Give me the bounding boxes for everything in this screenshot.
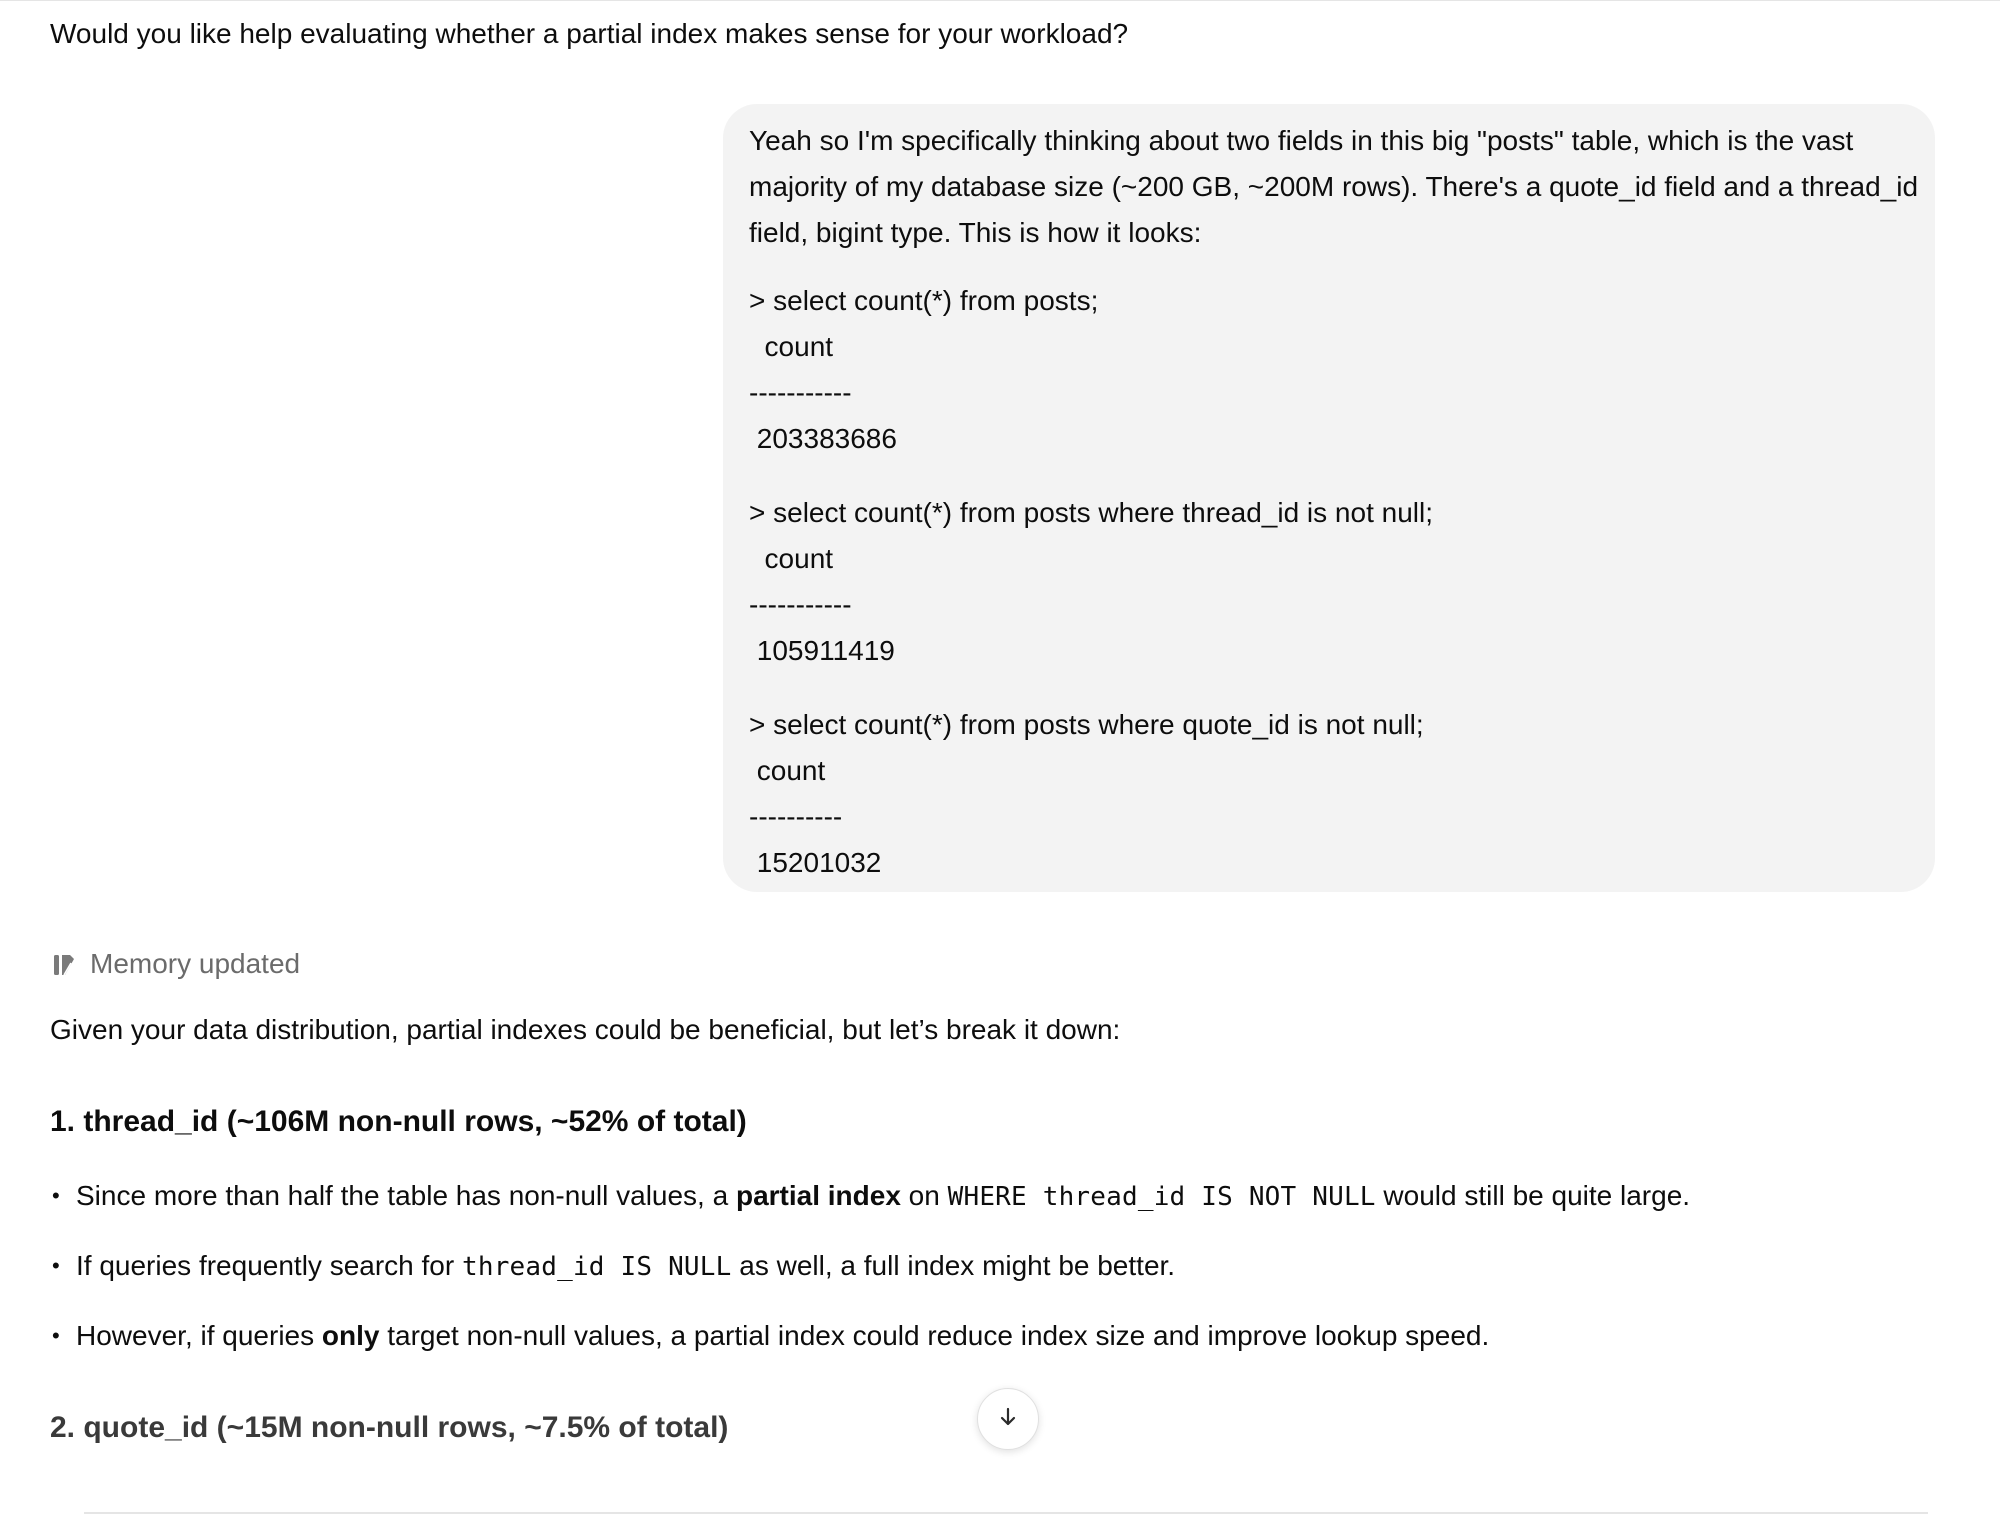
- query-output-block: [749, 278, 1909, 886]
- bullet-dot: •: [52, 1183, 60, 1208]
- memory-pencil-icon: [52, 950, 78, 978]
- arrow-down-icon: [996, 1405, 1020, 1434]
- section-heading-thread-id: 1. thread_id (~106M non-null rows, ~52% of total): [50, 1105, 747, 1138]
- text-run: If queries frequently search for: [76, 1250, 462, 1281]
- text-run: Since more than half the table has non-null values, a: [76, 1180, 736, 1211]
- user-message-bubble: [723, 104, 1935, 892]
- assistant-message-tail: Would you like help evaluating whether a partial index makes sense for your workload?: [50, 18, 1129, 49]
- bold-text: only: [321, 1320, 380, 1351]
- text-run: target non-null values, a partial index could reduce index size and improve lookup speed.: [379, 1320, 1490, 1351]
- inline-code: WHERE thread_id IS NOT NULL: [947, 1182, 1376, 1212]
- query-header: count: [749, 331, 834, 362]
- query-result: 105911419: [749, 635, 895, 666]
- memory-status-label: Memory updated: [90, 948, 301, 979]
- query-command: > select count(*) from posts;: [749, 285, 1099, 316]
- query-command: > select count(*) from posts where quote_id is not null;: [749, 709, 1424, 740]
- list-item: [50, 1246, 1930, 1286]
- thread-id-bullet-list: [50, 1176, 1930, 1386]
- query-divider: -----------: [749, 589, 852, 620]
- scroll-to-bottom-button[interactable]: [977, 1388, 1039, 1450]
- text-run: on: [900, 1180, 948, 1211]
- query-command: > select count(*) from posts where thread_id is not null;: [749, 497, 1434, 528]
- user-message-intro: Yeah so I'm specifically thinking about two fields in this big "posts" table, which is the vast majority of my database size (~200 GB, ~200M rows). There's a quote_id field and a thread_id field, bigint type. This is how it looks:: [749, 125, 1919, 248]
- query-header: count: [749, 755, 826, 786]
- memory-updated-indicator[interactable]: [52, 944, 300, 984]
- assistant-lead-text: Given your data distribution, partial indexes could be beneficial, but let’s break it down:: [50, 1014, 1121, 1045]
- query-result: 15201032: [749, 847, 882, 878]
- top-divider: [0, 0, 2000, 1]
- bullet-dot: •: [52, 1253, 60, 1278]
- list-item: [50, 1316, 1930, 1356]
- query-result: 203383686: [749, 423, 897, 454]
- bold-text: partial index: [735, 1180, 901, 1211]
- section-heading-quote-id: 2. quote_id (~15M non-null rows, ~7.5% of total): [50, 1411, 729, 1444]
- query-divider: -----------: [749, 377, 852, 408]
- inline-code: thread_id IS NULL: [461, 1252, 732, 1282]
- query-header: count: [749, 543, 834, 574]
- bullet-dot: •: [52, 1323, 60, 1348]
- text-run: as well, a full index might be better.: [731, 1250, 1176, 1281]
- text-run: However, if queries: [76, 1320, 322, 1351]
- query-divider: ----------: [749, 801, 843, 832]
- text-run: would still be quite large.: [1375, 1180, 1691, 1211]
- list-item: [50, 1176, 1930, 1216]
